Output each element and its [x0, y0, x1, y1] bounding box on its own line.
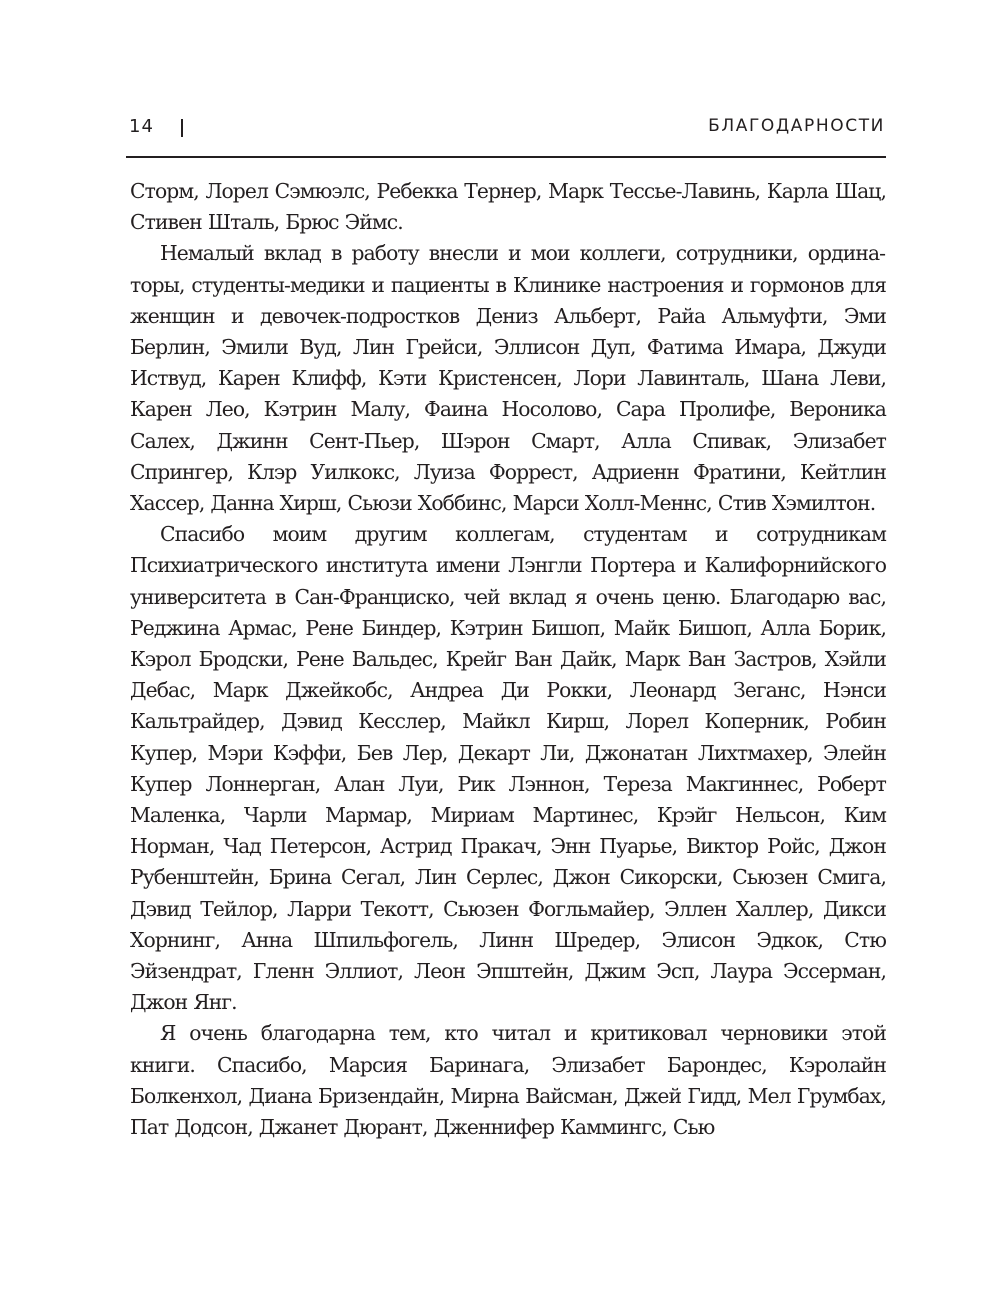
paragraph: Я очень благодарна тем, кто читал и критиковал черновики этой книги. Спасибо, Марсия Баринага, Элизабет Барондес, Кэролайн Болкенхол, Диана Бризендайн, Мирна Вайсман, Джей Гидд, Мел Грумбах, Пат Додсон, Джанет Дюрант, Дженнифер Каммингс, Сью [130, 1021, 886, 1140]
paragraph: Спасибо моим другим коллегам, студентам и сотрудникам Психиатрического института имени Лэнгли Портера и Калифорнийского университета в Сан-Франциско, чей вклад я очень ценю. Благодарю вас, Реджина Армас, Рене Биндер, Кэтрин Бишоп, Майк Бишоп, Алла Борик, Кэрол Бродски, Рене Вальдес, Крейг Ван Дайк, Марк Ван Застров, Хэйли Дебас, Марк Джейкобс, Андреа Ди Рокки, Леонард Зеганс, Нэнси Кальтрайдер, Дэвид Кесслер, Майкл Кирш, Лорел Коперник, Робин Купер, Мэри Кэффи, Бев Лер, Декарт Ли, Джонатан Лихтмахер, Элейн Купер Лоннерган, Алан Луи, Рик Лэннон, Тереза Макгиннес, Роберт Маленка, Чарли Мармар, Мириам Мартинес, Крэйг Нельсон, Ким Норман, Чад Петерсон, Астрид Пракач, Энн Пуарье, Виктор Ройс, Джон Рубенштейн, Брина Сегал, Лин Серлес, Джон Сикорски, Сьюзен Смига, Дэвид Тейлор, Ларри Текотт, Сьюзен Фогльмайер, Эллен Халлер, Дикси Хорнинг, Анна Шпильфогель, Линн Шредер, Элисон Эдкок, Стю Эйзендрат, Гленн Эллиот, Леон Эпштейн, Джим Эсп, Лаура Эссерман, Джон Янг. [130, 522, 886, 1015]
page-header [129, 112, 885, 146]
body-text [130, 176, 886, 1143]
page-number: 14 [129, 116, 154, 137]
header-separator [181, 119, 183, 137]
paragraph: Немалый вклад в работу внесли и мои коллеги, сотрудники, ординаторы, студенты-медики и пациенты в Клинике настроения и гормонов для женщин и девочек-подростков Дениз Альберт, Райа Альмуфти, Эми Берлин, Эмили Вуд, Лин Грейси, Эллисон Дуп, Фатима Имара, Джуди Иствуд, Карен Клифф, Кэти Кристенсен, Лори Лавинталь, Шана Леви, Карен Лео, Кэтрин Малу, Фаина Носолово, Сара Пролифе, Вероника Салех, Джинн Сент-Пьер, Шэрон Смарт, Алла Спивак, Элизабет Спрингер, Клэр Уилкокс, Луиза Форрест, Адриенн Фратини, Кейтлин Хассер, Данна Хирш, Сьюзи Хоббинс, Марси Холл-Меннс, Стив Хэмилтон. [130, 241, 886, 516]
running-title: БЛАГОДАРНОСТИ [708, 116, 885, 136]
paragraph-continued: Сторм, Лорел Сэмюэлс, Ребекка Тернер, Марк Тессье-Лавинь, Карла Шац, Стивен Шталь, Брюс Эймс. [130, 179, 886, 235]
header-rule [126, 156, 886, 158]
